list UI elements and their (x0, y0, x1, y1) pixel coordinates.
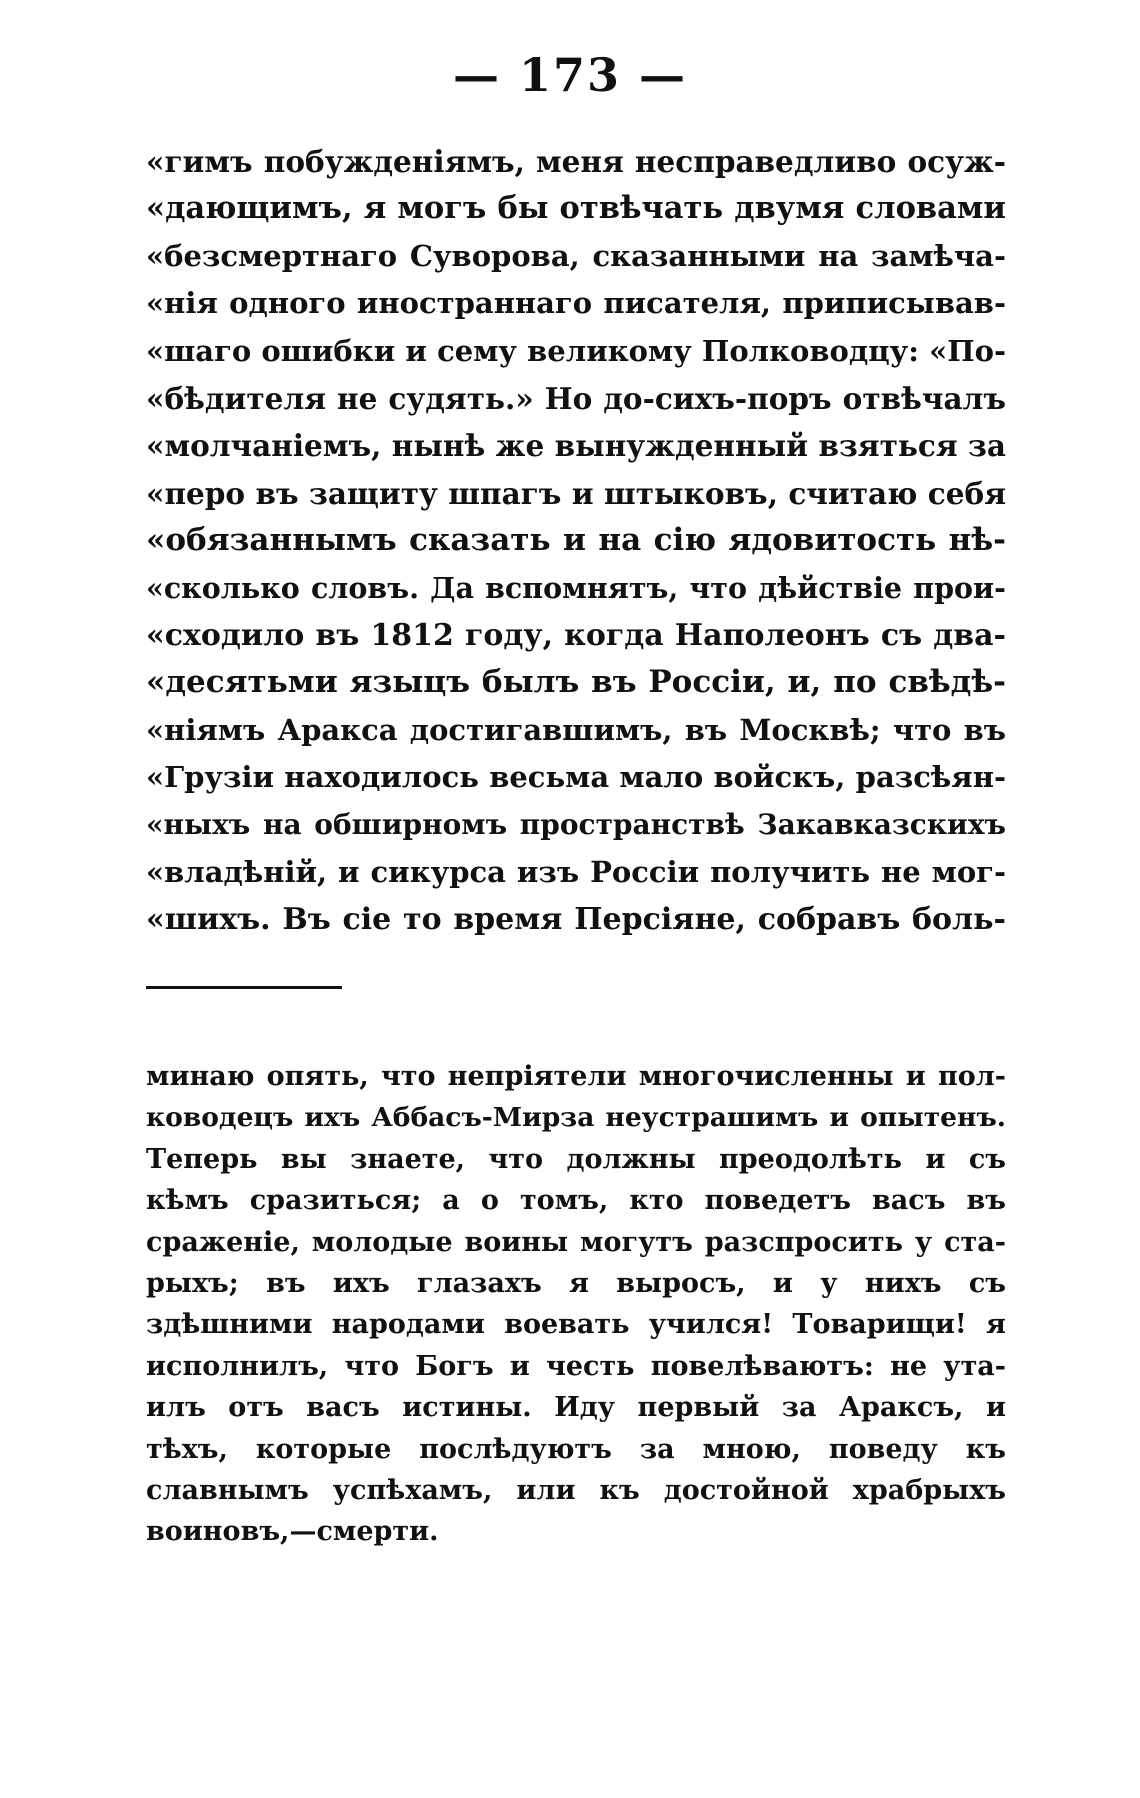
main-text-line: «десятьми языцъ былъ въ Россіи, и, по свѣдѣ- (146, 664, 1006, 701)
main-text-line: «молчаніемъ, нынѣ же вынужденный взяться за (146, 428, 1006, 464)
footnote-line: рыхъ; въ ихъ глазахъ я выросъ, и у нихъ съ (146, 1267, 1006, 1299)
main-text-line: «безсмертнаго Суворова, сказанными на замѣча- (146, 238, 1006, 273)
main-text-line: «обязаннымъ сказать и на сію ядовитость нѣ- (146, 522, 1006, 559)
footnote-line: славнымъ успѣхамъ, или къ достойной храбрыхъ (146, 1474, 1006, 1506)
footnote-line: здѣшними народами воевать учился! Товарищи! я (146, 1309, 1006, 1341)
footnote-line: илъ отъ васъ истины. Иду первый за Араксъ, и (146, 1392, 1006, 1424)
main-text-line: «Грузіи находилось весьма мало войскъ, разсѣян- (146, 760, 1006, 795)
main-text-line: «нія одного иностраннаго писателя, приписывав- (146, 286, 1006, 321)
footnote-text-block (146, 1056, 1006, 1553)
footnote-line: тѣхъ, которые послѣдуютъ за мною, поведу къ (146, 1433, 1006, 1465)
footnote-line: кѣмъ сразиться; а о томъ, кто поведетъ васъ въ (146, 1185, 1006, 1217)
footnote-line: минаю опять, что непріятели многочисленны и пол- (146, 1061, 1006, 1092)
main-text-line: «сколько словъ. Да вспомнятъ, что дѣйствіе прои- (146, 570, 1006, 605)
main-text-line: «ныхъ на обширномъ пространствѣ Закавказскихъ (146, 808, 1006, 842)
footnote-line: воиновъ,—смерти. (146, 1516, 439, 1548)
main-text-line: «перо въ защиту шпагъ и штыковъ, считаю себя (146, 475, 1006, 511)
main-text-line: «владѣній, и сикурса изъ Россіи получить не мог- (146, 854, 1006, 889)
main-text-line: «ніямъ Аракса достигавшимъ, въ Москвѣ; что въ (146, 712, 1006, 747)
main-text-line: «бѣдителя не судять.» Но до-сихъ-поръ отвѣчалъ (146, 380, 1006, 416)
footnote-separator-rule (146, 986, 342, 989)
main-text-line: «дающимъ, я могъ бы отвѣчать двумя словами (146, 190, 1006, 227)
page-number: — 173 — (452, 48, 688, 102)
footnote-line: исполнилъ, что Богъ и честь повелѣваютъ: не ута- (146, 1350, 1006, 1382)
footnote-line: ководецъ ихъ Аббасъ-Мирза неустрашимъ и опытенъ. (146, 1102, 1006, 1134)
main-text-block (146, 138, 1006, 944)
main-text-line: «шихъ. Въ сіе то время Персіяне, собравъ боль- (146, 902, 1006, 938)
footnote-line: Теперь вы знаете, что должны преодолѣть и съ (146, 1143, 1006, 1175)
footnote-line: сраженіе, молодые воины могутъ разспросить у ста- (146, 1226, 1006, 1258)
main-text-line: «гимъ побужденіямъ, меня несправедливо осуж- (146, 144, 1006, 179)
main-text-line: «шаго ошибки и сему великому Полководцу: «По- (146, 333, 1006, 368)
main-text-line: «сходило въ 1812 году, когда Наполеонъ съ два- (146, 617, 1006, 653)
